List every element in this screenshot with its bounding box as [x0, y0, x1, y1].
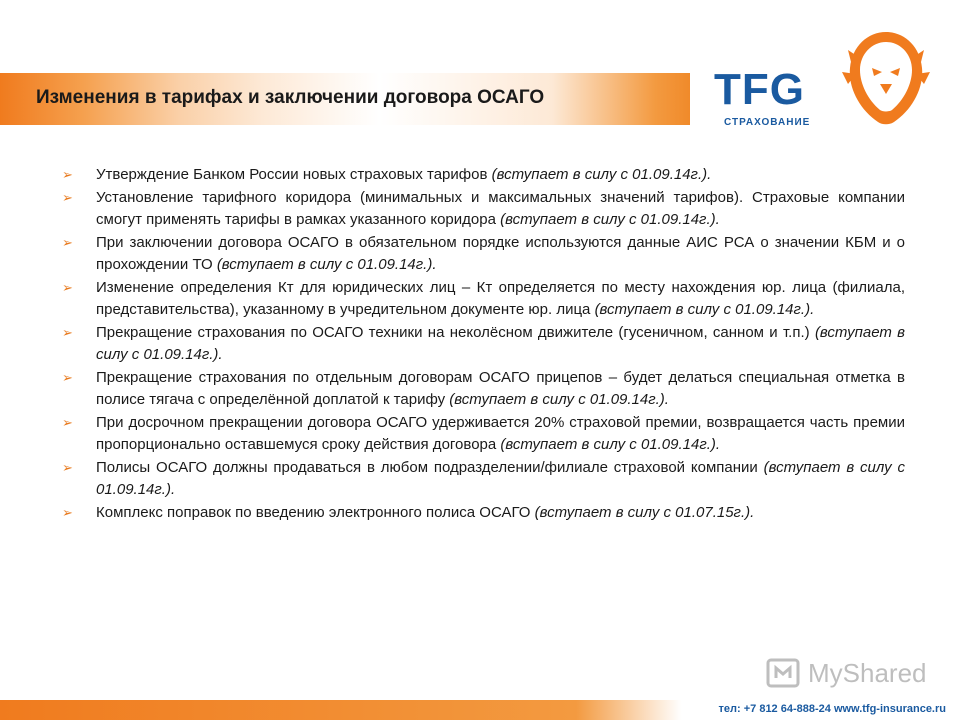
item-text: Установление тарифного коридора (минимальных и максимальных значений тарифов). Страховые компании смогут применять тарифы в рамках указанного коридора: [96, 188, 905, 228]
arrow-bullet-icon: ➢: [62, 369, 73, 385]
item-text: Утверждение Банком России новых страховых тарифов: [96, 166, 488, 183]
logo-subtext: СТРАХОВАНИЕ: [724, 117, 811, 128]
arrow-bullet-icon: ➢: [62, 234, 73, 250]
item-note: (вступает в силу с 01.09.14г.).: [96, 323, 905, 363]
arrow-bullet-icon: ➢: [62, 459, 73, 475]
item-note: (вступает в силу с 01.07.15г.).: [534, 503, 755, 521]
list-item: [62, 322, 905, 367]
item-note: (вступает в силу с 01.09.14г.).: [594, 301, 815, 318]
arrow-bullet-icon: ➢: [62, 167, 73, 182]
arrow-bullet-icon: ➢: [62, 189, 73, 205]
logo-text: TFG: [714, 65, 805, 114]
arrow-bullet-icon: ➢: [62, 504, 73, 520]
list-item: [62, 412, 905, 457]
footer-contact: тел: +7 812 64-888-24 www.tfg-insurance.ru: [718, 703, 946, 715]
list-item: [62, 502, 905, 525]
list-item: [62, 277, 905, 322]
item-note: (вступает в силу с 01.09.14г.).: [449, 391, 669, 408]
item-text: Прекращение страхования по отдельным договорам ОСАГО прицепов – будет делаться специальная отметка в полисе тягача с определённой доплатой к тарифу: [96, 368, 905, 408]
item-note: (вступает в силу с 01.09.14г.).: [500, 436, 721, 453]
watermark-logo-icon: [766, 656, 804, 690]
item-note: (вступает в силу с 01.09.14г.).: [500, 211, 720, 228]
arrow-bullet-icon: ➢: [62, 279, 73, 295]
watermark-text: MyShared: [808, 658, 927, 688]
item-text: Полисы ОСАГО должны продаваться в любом подразделении/филиале страховой компании: [96, 458, 758, 476]
item-text: Изменение определения Кт для юридических лиц – Кт определяется по месту нахождения юр. лица (филиала, представительства), указанному в учредительном документе юр. лица: [96, 278, 905, 318]
item-note: (вступает в силу с 01.09.14г.).: [491, 166, 712, 183]
item-text: Прекращение страхования по ОСАГО техники на неколёсном движителе (гусеничном, санном и т.п.): [96, 323, 810, 341]
item-note: (вступает в силу с 01.09.14г.).: [216, 256, 437, 273]
list-item: [62, 367, 905, 412]
list-item: [62, 164, 905, 187]
item-text: При заключении договора ОСАГО в обязательном порядке используются данные АИС РСА о значении КБМ и о прохождении ТО: [96, 233, 905, 273]
arrow-bullet-icon: ➢: [62, 324, 73, 340]
page-title: Изменения в тарифах и заключении договора ОСАГО: [36, 87, 545, 108]
list-item: [62, 187, 905, 232]
tfg-logo: [712, 60, 832, 130]
item-note: (вступает в силу с 01.09.14г.).: [96, 458, 906, 498]
list-item: [62, 232, 905, 277]
list-item: [62, 457, 905, 502]
lion-logo-icon: [838, 28, 934, 128]
item-text: Комплекс поправок по введению электронного полиса ОСАГО: [96, 503, 531, 521]
myshared-watermark: [766, 656, 926, 690]
bullet-list: [62, 164, 905, 524]
arrow-bullet-icon: ➢: [62, 414, 73, 430]
item-text: При досрочном прекращении договора ОСАГО удерживается 20% страховой премии, возвращается часть премии пропорционально оставшемуся сроку действия договора: [96, 413, 905, 453]
